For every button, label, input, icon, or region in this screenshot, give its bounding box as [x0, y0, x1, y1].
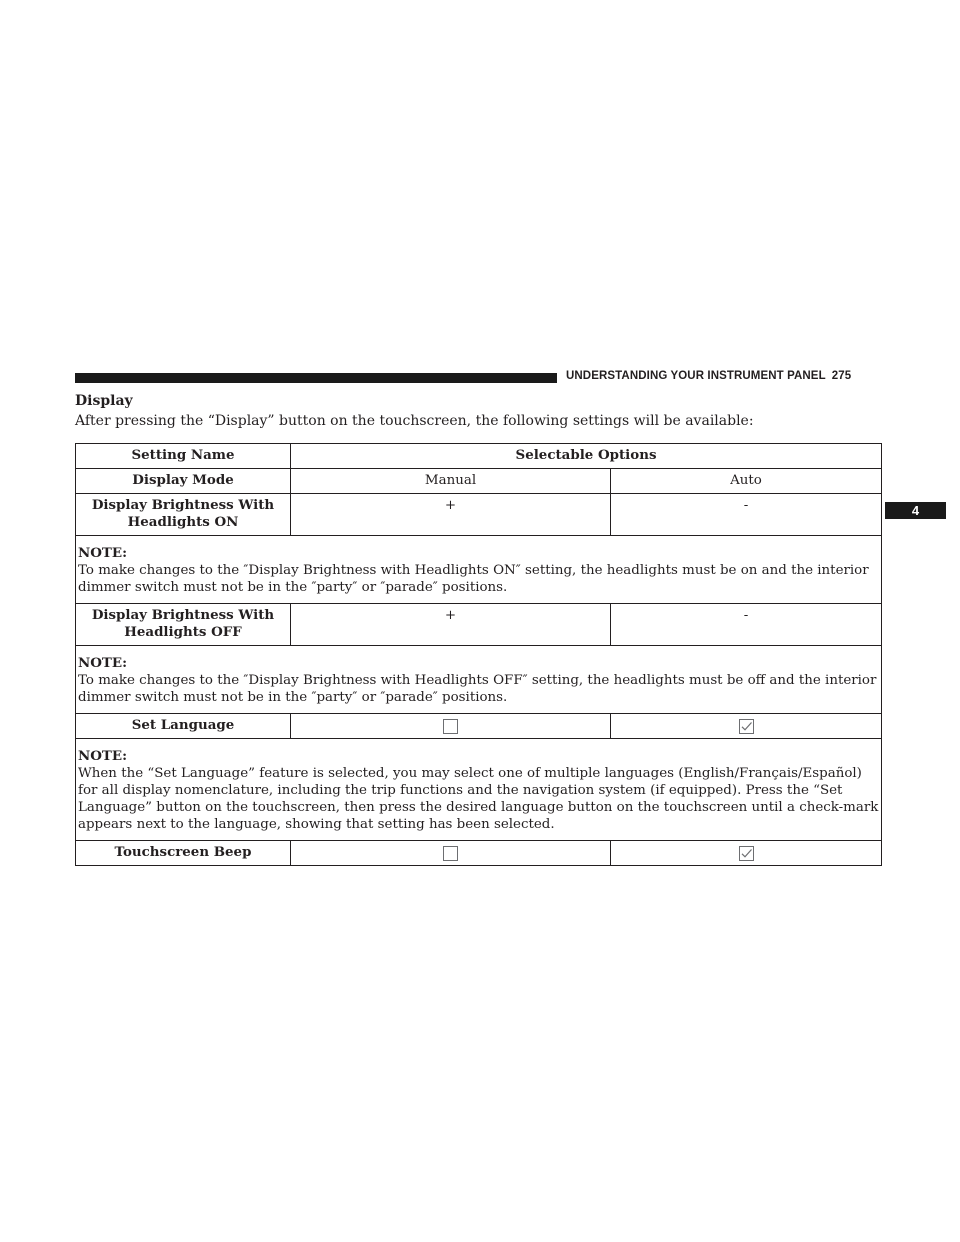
setting-name-line: Headlights OFF — [124, 624, 242, 640]
option-unchecked — [291, 714, 611, 739]
note-text: To make changes to the ″Display Brightness with Headlights ON″ setting, the headlights must be on and the interior dimmer switch must not be in the ″party″ or ″parade″ positions. — [78, 563, 869, 595]
table-row-set-language — [76, 714, 882, 739]
option-minus: - — [611, 494, 882, 536]
option-minus: - — [611, 604, 882, 646]
note-text: When the “Set Language” feature is selected, you may select one of multiple languages (English/Français/Español) for all display nomenclature, including the trip functions and the navigation system (if equipped). Press the “Set Language” button on the touchscreen, then press the desired language button on the touchscreen until a check-mark appears next to the language, showing that setting has been selected. — [78, 766, 879, 832]
table-note-row — [76, 646, 882, 714]
table-row-brightness-off — [76, 604, 882, 646]
setting-name-cell: Set Language — [76, 714, 291, 739]
note-label: NOTE: — [78, 655, 128, 671]
setting-name-line: Display Brightness With — [91, 497, 275, 513]
note-label: NOTE: — [78, 545, 128, 561]
setting-name-cell: Display Mode — [76, 469, 291, 494]
setting-name-cell — [76, 494, 291, 536]
display-settings-table — [75, 443, 882, 866]
header-section-title: UNDERSTANDING YOUR INSTRUMENT PANEL — [566, 370, 826, 382]
checked-checkbox-icon — [739, 846, 754, 861]
note-label: NOTE: — [78, 748, 128, 764]
setting-name-cell: Touchscreen Beep — [76, 841, 291, 866]
option-plus: + — [291, 604, 611, 646]
checked-checkbox-icon — [739, 719, 754, 734]
table-note-row — [76, 739, 882, 841]
setting-name-cell — [76, 604, 291, 646]
chapter-tab: 4 — [885, 502, 946, 519]
note-cell — [76, 739, 882, 841]
table-row-display-mode — [76, 469, 882, 494]
page-number: 275 — [831, 370, 852, 382]
section-title: Display — [75, 393, 133, 409]
setting-name-line: Headlights ON — [127, 514, 239, 530]
option-checked — [611, 841, 882, 866]
note-cell — [76, 536, 882, 604]
setting-name-line: Display Brightness With — [91, 607, 275, 623]
option-checked — [611, 714, 882, 739]
empty-checkbox-icon — [443, 719, 458, 734]
table-row-touchscreen-beep — [76, 841, 882, 866]
header-rule-bar — [75, 373, 557, 383]
note-text: To make changes to the ″Display Brightness with Headlights OFF″ setting, the headlights must be off and the interior dimmer switch must not be in the ″party″ or ″parade″ positions. — [78, 673, 877, 705]
intro-paragraph: After pressing the “Display” button on the touchscreen, the following settings will be available: — [75, 413, 754, 429]
option-unchecked — [291, 841, 611, 866]
selectable-options-header: Selectable Options — [291, 444, 882, 469]
table-row-brightness-on — [76, 494, 882, 536]
table-note-row — [76, 536, 882, 604]
option-plus: + — [291, 494, 611, 536]
option-manual: Manual — [291, 469, 611, 494]
note-cell — [76, 646, 882, 714]
option-auto: Auto — [611, 469, 882, 494]
empty-checkbox-icon — [443, 846, 458, 861]
table-header-row — [76, 444, 882, 469]
setting-name-header: Setting Name — [76, 444, 291, 469]
running-header — [566, 370, 886, 382]
